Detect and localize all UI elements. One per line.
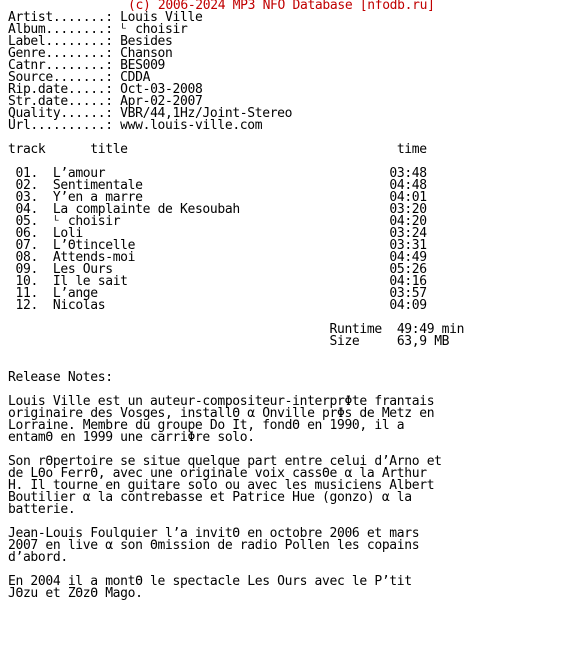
nfo-document: [8, 0, 464, 600]
track-title: ᴸ choisir: [52, 214, 121, 229]
track-title: Y’en a marre: [52, 190, 143, 205]
release-notes-line: [8, 432, 464, 444]
col-time: time: [396, 142, 427, 157]
release-notes-line: [8, 552, 464, 564]
track-time: 04:20: [389, 214, 427, 229]
release-notes-text: JΘzu et ZΘzΘ Mago.: [8, 586, 143, 601]
size-row: [8, 336, 464, 348]
info-row: [8, 120, 464, 132]
info-value: BES009: [120, 58, 166, 73]
info-key: Album........:: [8, 22, 113, 37]
info-value: ᴸ choisir: [120, 22, 188, 37]
release-notes-text: Lorraine. Membre du groupe Do It, fondΘ en 1990, il a: [8, 418, 405, 433]
track-title: Il le sait: [52, 274, 128, 289]
release-notes-text: d’abord.: [8, 550, 68, 565]
info-value: Louis Ville: [120, 10, 203, 25]
release-notes-line: [8, 540, 464, 552]
track-time: 03:48: [389, 166, 427, 181]
track-number: 12.: [15, 298, 38, 313]
info-key: Catnr........:: [8, 58, 113, 73]
header-text: (c) 2006-2024 MP3 NFO Database [nfodb.ru]: [128, 0, 435, 13]
track-number: 04.: [15, 202, 38, 217]
track-time: 04:16: [389, 274, 427, 289]
release-notes-line: [8, 588, 464, 600]
track-title: L’amour: [52, 166, 106, 181]
track-title: L’Θtincelle: [52, 238, 136, 253]
info-key: Rip.date.....:: [8, 82, 113, 97]
info-key: Quality......:: [8, 106, 113, 121]
track-title: L’ange: [52, 286, 98, 301]
track-number: 06.: [15, 226, 38, 241]
info-key: Label........:: [8, 34, 113, 49]
info-value: CDDA: [120, 70, 151, 85]
track-number: 09.: [15, 262, 38, 277]
release-notes-text: En 2004 il a montΘ le spectacle Les Ours avec le P’tit: [8, 574, 412, 589]
track-number: 10.: [15, 274, 38, 289]
track-time: 03:31: [389, 238, 427, 253]
col-title: title: [90, 142, 128, 157]
info-key: Url..........:: [8, 118, 113, 133]
info-value: Oct-03-2008: [120, 82, 203, 97]
info-value: Apr-02-2007: [120, 94, 203, 109]
track-time: 04:09: [389, 298, 427, 313]
track-number: 08.: [15, 250, 38, 265]
track-title: Loli: [52, 226, 83, 241]
runtime-label: Runtime: [329, 322, 382, 337]
track-title: La complainte de Kesoubah: [52, 202, 240, 217]
track-time: 04:01: [389, 190, 427, 205]
release-notes-text: entamΘ en 1999 une carriΦre solo.: [8, 430, 255, 445]
release-notes-text: batterie.: [8, 502, 76, 517]
size-value: 63,9 MB: [396, 334, 450, 349]
track-number: 11.: [15, 286, 38, 301]
tracklist-header: [8, 144, 464, 156]
release-notes-text: Jean-Louis Foulquier l’a invitΘ en octobre 2006 et mars: [8, 526, 420, 541]
track-number: 01.: [15, 166, 38, 181]
size-label: Size: [329, 334, 360, 349]
track-time: 03:57: [389, 286, 427, 301]
release-notes-text: Son rΘpertoire se situe quelque part entre celui d’Arno et: [8, 454, 442, 469]
release-notes-text: Louis Ville est un auteur-compositeur-interprΦte franτais: [8, 394, 435, 409]
release-notes-text: de LΘo FerrΘ, avec une originale voix cassΘe α la Arthur: [8, 466, 427, 481]
info-value: VBR/44,1Hz/Joint-Stereo: [120, 106, 293, 121]
col-track: track: [8, 142, 46, 157]
info-key: Str.date.....:: [8, 94, 113, 109]
info-value: Chanson: [120, 46, 173, 61]
track-number: 05.: [15, 214, 38, 229]
track-number: 02.: [15, 178, 38, 193]
info-key: Genre........:: [8, 46, 113, 61]
info-value: www.louis-ville.com: [120, 118, 263, 133]
track-time: 05:26: [389, 262, 427, 277]
release-notes-heading: [8, 372, 464, 384]
track-row: [8, 300, 464, 312]
blank-line: [8, 348, 464, 360]
release-notes-text: H. Il tourne en guitare solo ou avec les musiciens Albert: [8, 478, 435, 493]
release-notes-line: [8, 492, 464, 504]
release-notes-text: Boutilier α la contrebasse et Patrice Hue (gonzo) α la: [8, 490, 412, 505]
info-key: Artist.......:: [8, 10, 113, 25]
release-notes-line: [8, 504, 464, 516]
track-time: 04:49: [389, 250, 427, 265]
track-time: 03:24: [389, 226, 427, 241]
track-time: 03:20: [389, 202, 427, 217]
release-notes-text: originaire des Vosges, installΘ α Onville prΦs de Metz en: [8, 406, 435, 421]
track-title: Les Ours: [52, 262, 113, 277]
runtime-value: 49:49 min: [396, 322, 465, 337]
release-notes-text: 2007 en live α son Θmission de radio Pollen les copains: [8, 538, 420, 553]
track-number: 03.: [15, 190, 38, 205]
track-title: Sentimentale: [52, 178, 143, 193]
info-key: Source.......:: [8, 70, 113, 85]
track-number: 07.: [15, 238, 38, 253]
track-title: Attends-moi: [52, 250, 136, 265]
info-value: Besides: [120, 34, 173, 49]
track-title: Nicolas: [52, 298, 106, 313]
release-notes-heading: Release Notes:: [8, 370, 113, 385]
track-time: 04:48: [389, 178, 427, 193]
